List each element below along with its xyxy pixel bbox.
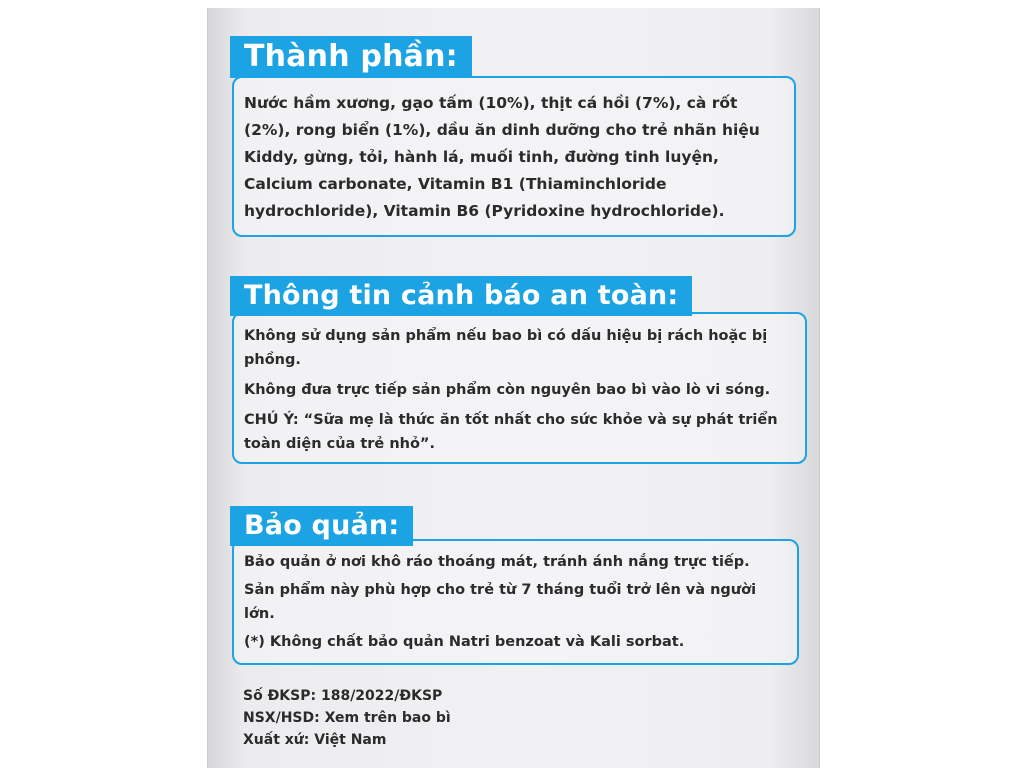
warning-box — [232, 312, 807, 464]
ingredients-heading: Thành phần: — [230, 36, 472, 78]
license-number: Số ĐKSP: 188/2022/ĐKSP — [243, 688, 443, 704]
storage-heading: Bảo quản: — [230, 506, 413, 546]
warning-line-2: Không đưa trực tiếp sản phẩm còn nguyên bao bì vào lò vi sóng. — [244, 382, 771, 398]
storage-line-3: (*) Không chất bảo quản Natri benzoat và Kali sorbat. — [244, 634, 685, 650]
storage-box — [232, 539, 799, 665]
manufacture-expiry-note: NSX/HSD: Xem trên bao bì — [243, 710, 451, 726]
product-info-footer — [243, 685, 451, 751]
origin: Xuất xứ: Việt Nam — [243, 732, 387, 748]
ingredients-text: Nước hầm xương, gạo tấm (10%), thịt cá hồi (7%), cà rốt (2%), rong biển (1%), dầu ăn dinh dưỡng cho trẻ nhãn hiệu Kiddy, gừng, tỏi, hành lá, muối tinh, đường tinh luyện, Calcium carbonate, Vitamin B1 (Thiaminchloride hydrochloride), Vitamin B6 (Pyridoxine hydrochloride). — [244, 94, 760, 220]
warning-heading: Thông tin cảnh báo an toàn: — [230, 276, 692, 316]
warning-line-1: Không sử dụng sản phẩm nếu bao bì có dấu hiệu bị rách hoặc bị phồng. — [244, 328, 768, 368]
storage-line-2: Sản phẩm này phù hợp cho trẻ từ 7 tháng tuổi trở lên và người lớn. — [244, 582, 757, 622]
storage-line-1: Bảo quản ở nơi khô ráo thoáng mát, tránh ánh nắng trực tiếp. — [244, 554, 750, 570]
ingredients-box — [232, 76, 796, 237]
warning-line-3: CHÚ Ý: “Sữa mẹ là thức ăn tốt nhất cho sức khỏe và sự phát triển toàn diện của trẻ nhỏ”. — [244, 412, 778, 452]
